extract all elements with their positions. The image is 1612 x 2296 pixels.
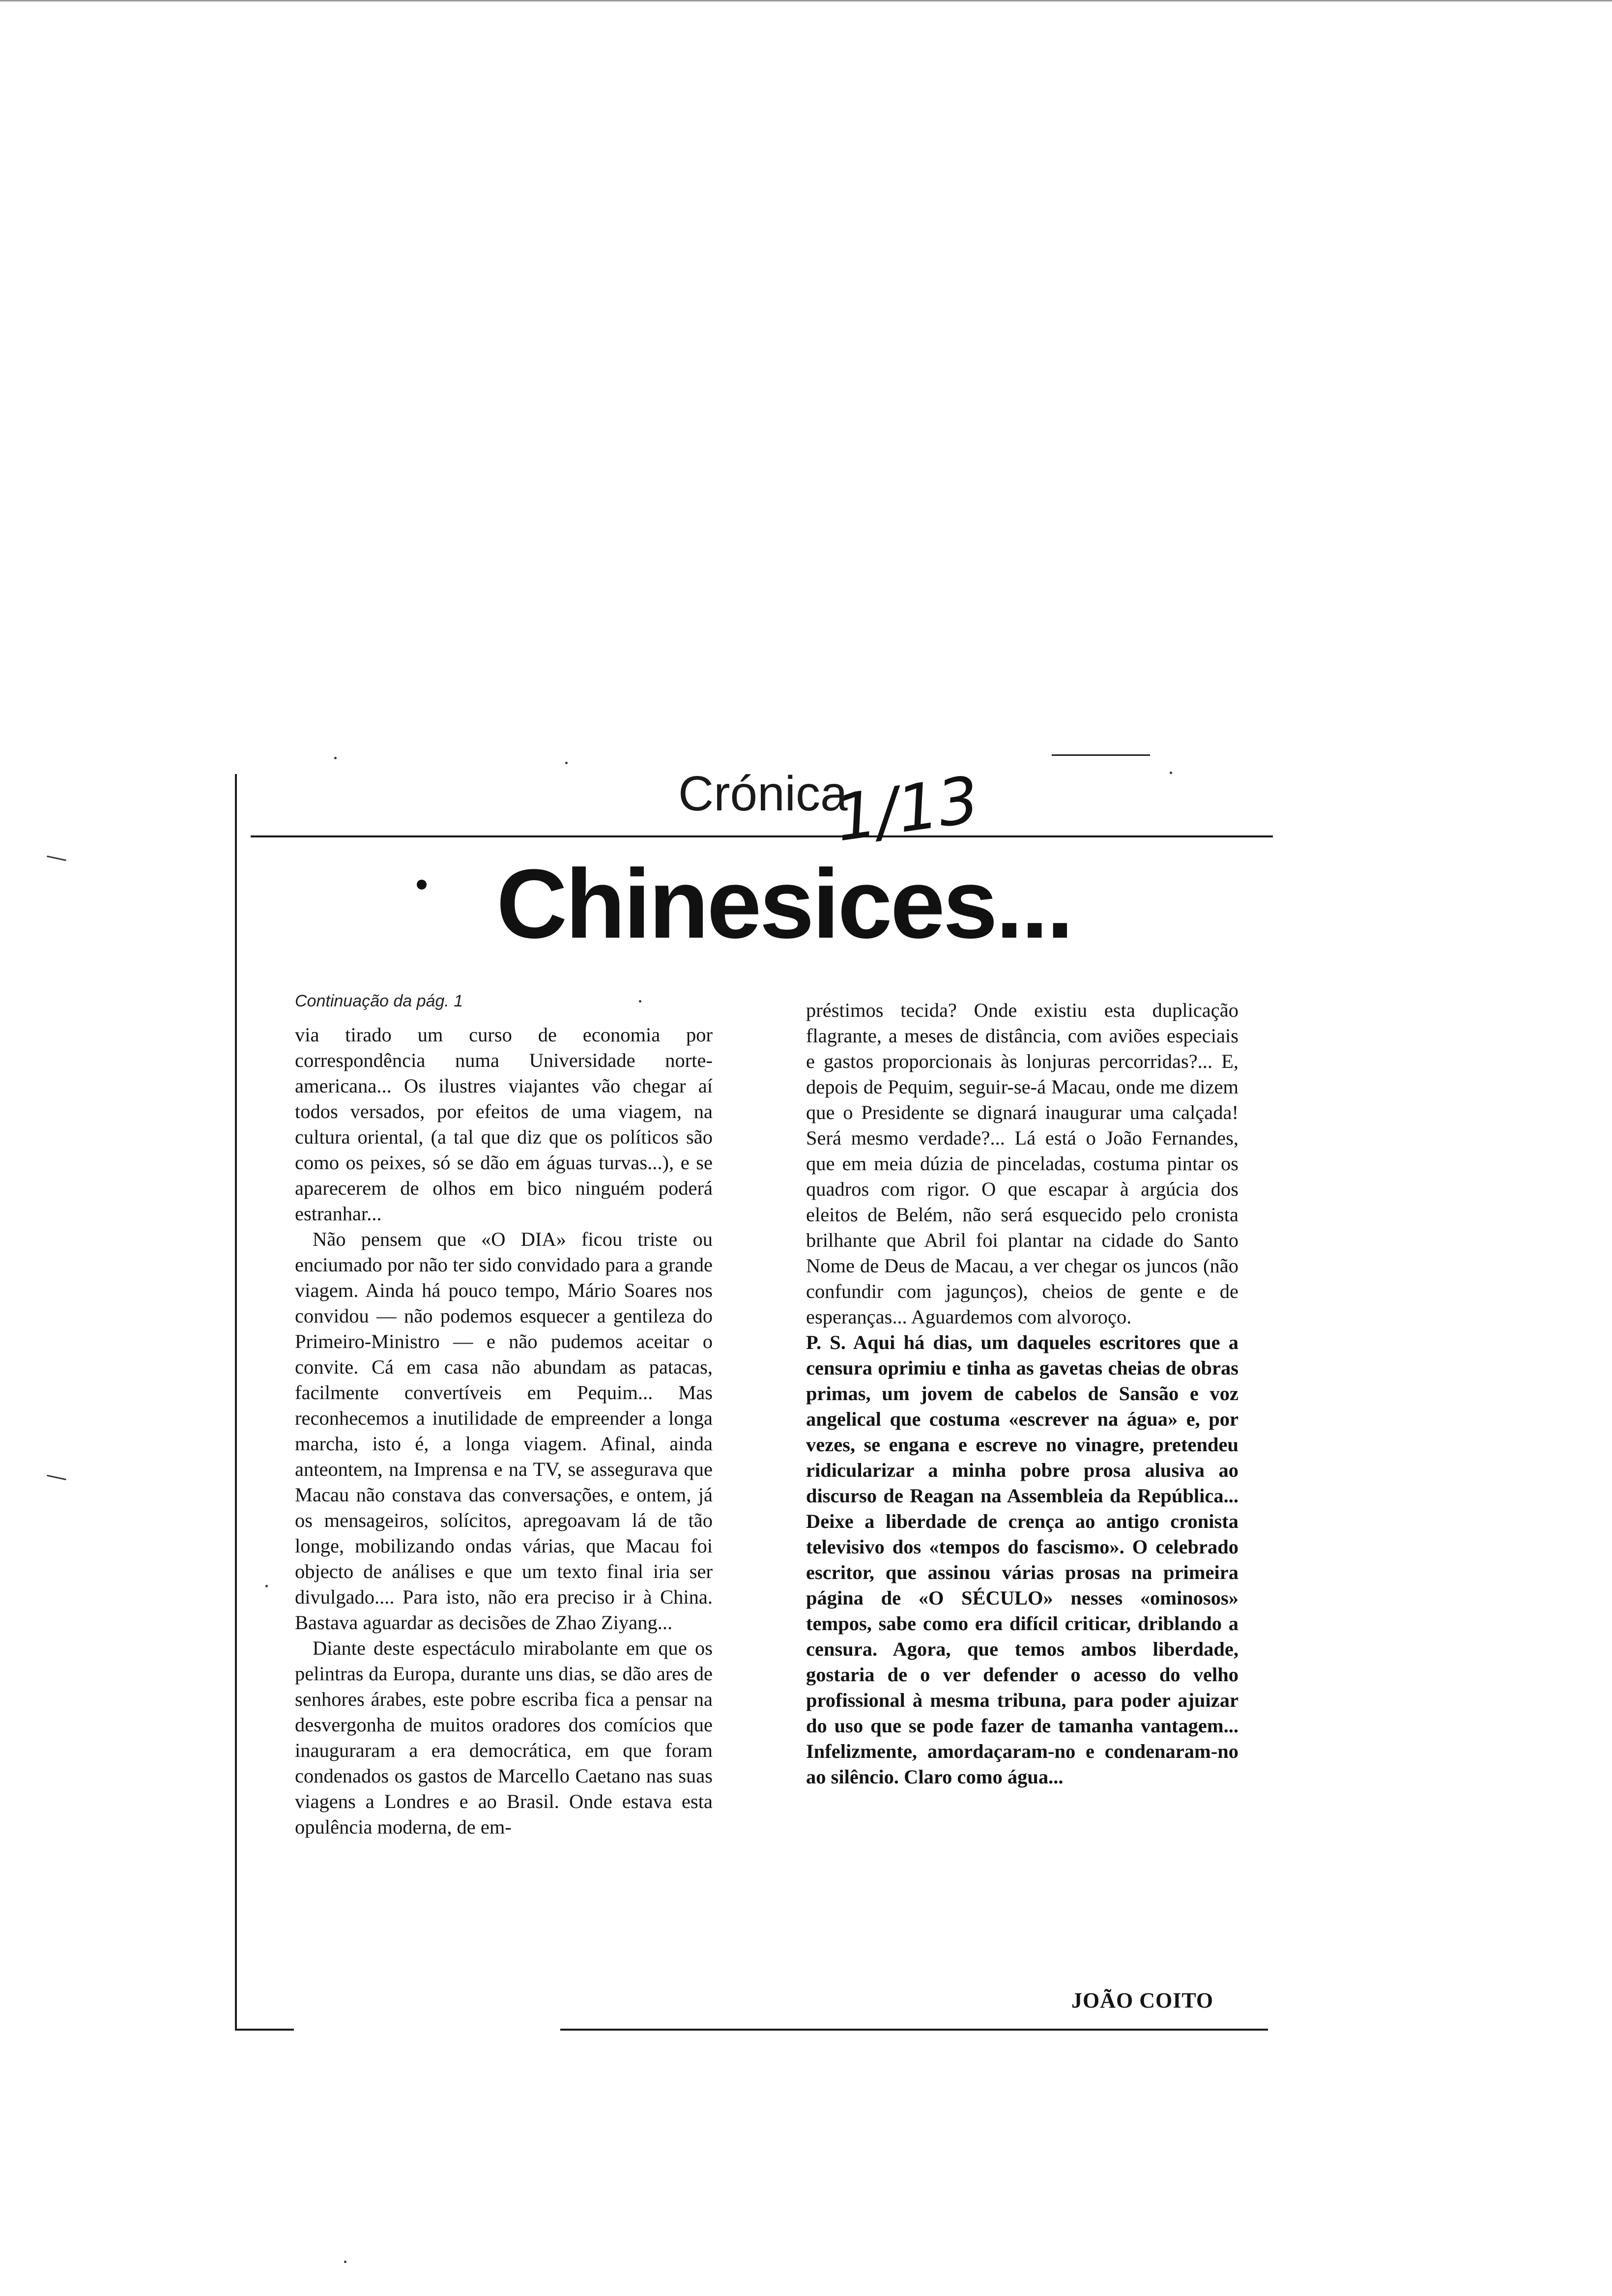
scan-speck <box>639 1000 641 1003</box>
section-label: Crónica <box>678 766 848 821</box>
bullet-icon <box>417 880 427 890</box>
header-rule <box>251 835 1273 837</box>
scan-speck <box>565 762 568 764</box>
author-signature: JOÃO COITO <box>1071 1988 1214 2012</box>
left-paragraph-1: via tirado um curso de economia por correspondência numa Universidade norte-americana... Os ilustres viajantes vão chegar aí todos versados, por efeitos de uma viagem, na cultura oriental, (a tal que diz que os políticos são como os peixes, só se dão em águas turvas...), e se aparecerem de olhos em bico ninguém poderá estranhar... <box>295 1024 713 1225</box>
scan-speck <box>265 1585 268 1587</box>
scan-speck <box>334 757 337 759</box>
left-paragraph-2: Não pensem que «O DIA» ficou triste ou enciumado por não ter sido convidado para a grande viagem. Ainda há pouco tempo, Mário Soares nos convidou — não podemos esquecer a gentileza do Primeiro-Ministro — e não pudemos aceitar o convite. Cá em casa não abundam as patacas, facilmente convertíveis em Pequim... Mas reconhecemos a inutilidade de empreender a longa marcha, isto é, a longa viagem. Afinal, ainda anteontem, na Imprensa e na TV, se assegurava que Macau não constava das conversações, e ontem, já os mensageiros, solícitos, apregoavam lá de tão longe, mobilizando ondas várias, que Macau foi objecto de análises e que um texto final iria ser divulgado.... Para isto, não era preciso ir à China. Bastava aguardar as decisões de Zhao Ziyang... <box>295 1228 713 1634</box>
scan-speck <box>1170 772 1172 774</box>
bottom-left-rule <box>235 2029 294 2031</box>
scan-speck <box>344 2261 346 2263</box>
postscript-paragraph: P. S. Aqui há dias, um daqueles escritores que a censura oprimiu e tinha as gavetas cheias de obras primas, um jovem de cabelos de Sansão e voz angelical que costuma «escrever na água» e, por vezes, se engana e escreve no vinagre, pretendeu ridicularizar a minha pobre prosa alusiva ao discurso de Reagan na Assembleia da República... Deixe a liberdade de crença ao antigo cronista televisivo dos «tempos do fascismo». O celebrado escritor, que assinou várias prosas na primeira página de «O SÉCULO» nesses «ominosos» tempos, sabe como era difícil criticar, driblando a censura. Agora, que temos ambos liberdade, gostaria de o ver defender o acesso do velho profissional à mesma tribuna, para poder ajuizar do uso que se pode fazer de tamanha vantagem... Infelizmente, amordaçaram-no e condenaram-no ao silêncio. Claro como água... <box>806 1331 1238 1788</box>
margin-tick-left <box>47 1475 66 1480</box>
left-paragraph-3: Diante deste espectáculo mirabolante em que os pelintras da Europa, durante uns dias, se dão ares de senhores árabes, este pobre escriba fica a pensar na desvergonha de muitos oradores dos comícios que inauguraram a era democrática, em que foram condenados os gastos de Marcello Caetano nas suas viagens a Londres e ao Brasil. Onde estava esta opulência moderna, de em- <box>295 1637 713 1838</box>
handwritten-page-mark: 1/13 <box>831 762 984 856</box>
bottom-rule <box>560 2029 1268 2031</box>
margin-tick-left <box>47 856 66 861</box>
right-paragraph: préstimos tecida? Onde existiu esta duplicação flagrante, a meses de distância, com aviões especiais e gastos proporcionais às lonjuras percorridas?... E, depois de Pequim, seguir-se-á Macau, onde me dizem que o Presidente se dignará inaugurar uma calçada! Será mesmo verdade?... Lá está o João Fernandes, que em meia dúzia de pinceladas, costuma pintar os quadros com rigor. O que escapar à argúcia dos eleitos de Belém, não será esquecido pelo cronista brilhante que Abril foi plantar na cidade do Santo Nome de Deus de Macau, a ver chegar os juncos (não confundir com jagunços), cheios de gente e de esperanças... Aguardemos com alvoroço. <box>806 999 1238 1328</box>
page-top-rule <box>0 0 1612 1</box>
left-margin-rule <box>235 774 237 2030</box>
left-column <box>295 1022 713 1840</box>
corner-mark-rule <box>1052 754 1150 756</box>
right-column <box>806 998 1238 1790</box>
article-headline: Chinesices... <box>496 849 1072 959</box>
continuation-note: Continuação da pág. 1 <box>295 992 463 1010</box>
